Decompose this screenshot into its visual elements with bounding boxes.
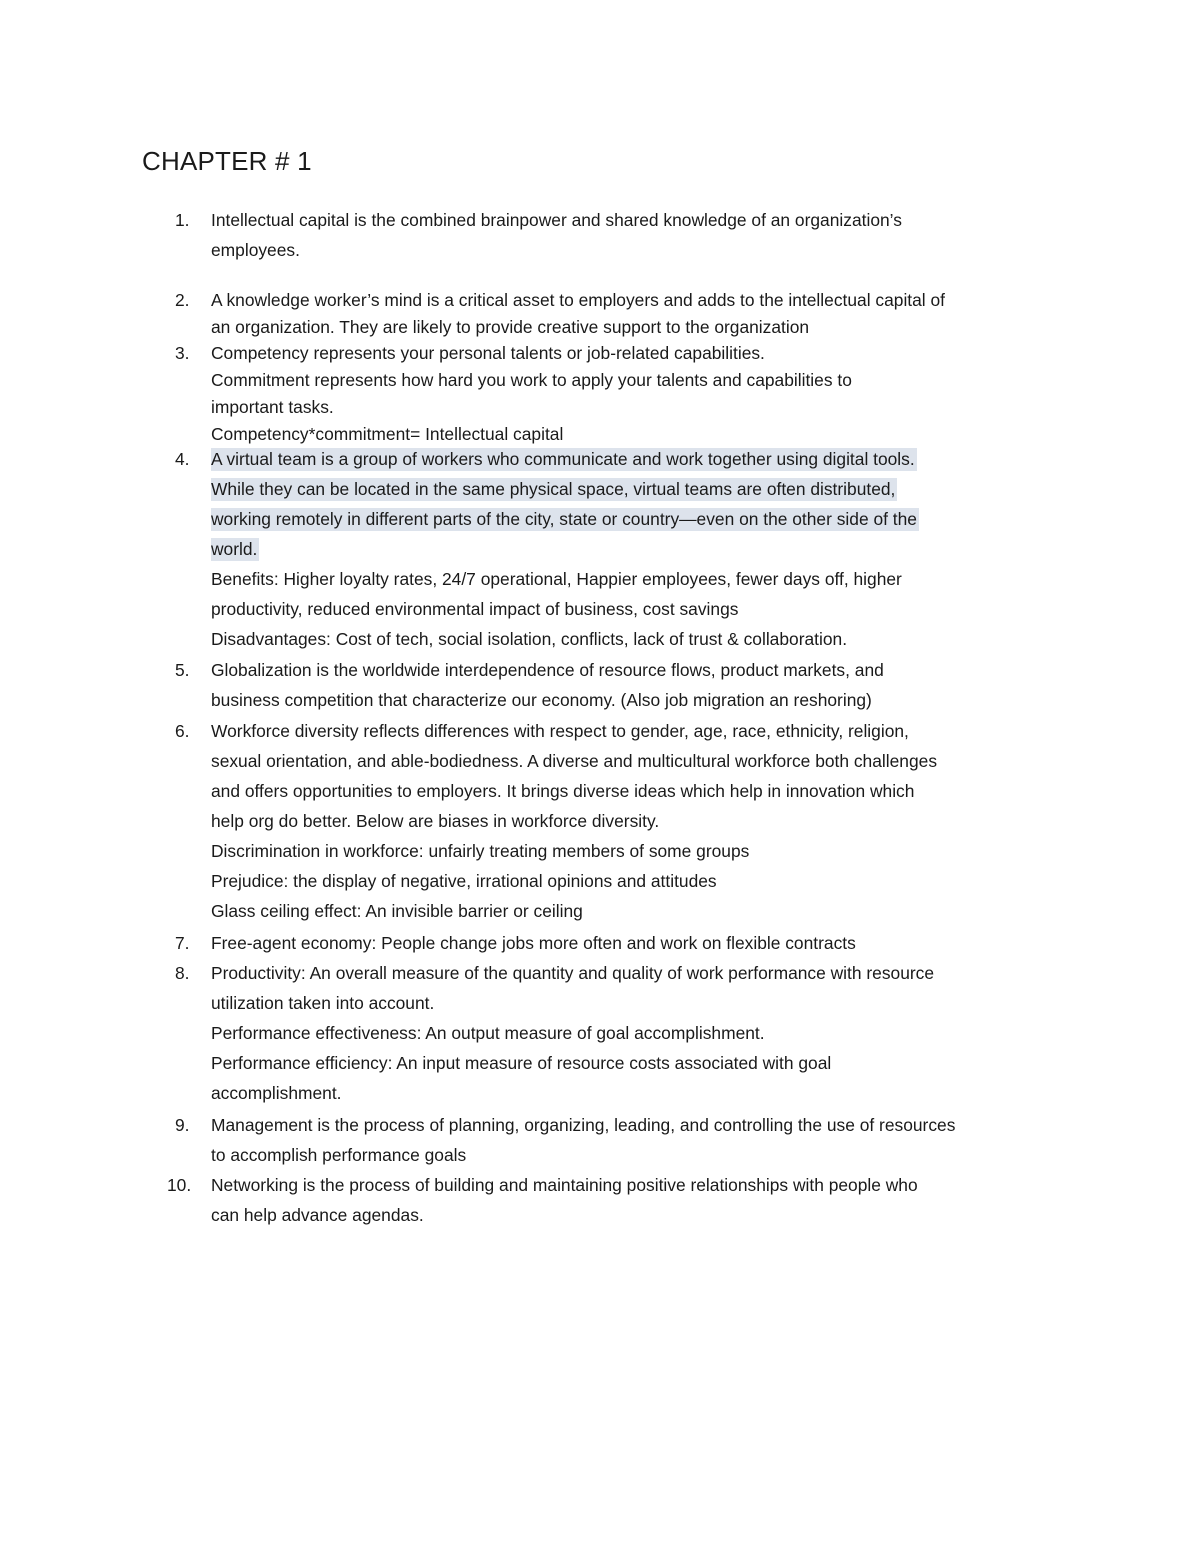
item-line: A knowledge worker’s mind is a critical asset to employers and adds to the intellectual capital of — [211, 290, 946, 310]
item-number: 5. — [175, 660, 190, 680]
item-line: Commitment represents how hard you work to apply your talents and capabilities to — [211, 370, 852, 390]
item-line: productivity, reduced environmental impact of business, cost savings — [211, 599, 739, 619]
item-line: Performance efficiency: An input measure of resource costs associated with goal — [211, 1053, 832, 1073]
item-text — [211, 444, 1071, 654]
item-line: business competition that characterize our economy. (Also job migration an reshoring) — [211, 690, 872, 710]
item-line: Disadvantages: Cost of tech, social isolation, conflicts, lack of trust & collaboration. — [211, 629, 848, 649]
item-line: Workforce diversity reflects differences with respect to gender, age, race, ethnicity, religion, — [211, 721, 909, 741]
chapter-title: CHAPTER # 1 — [142, 146, 312, 176]
item-number: 10. — [167, 1175, 192, 1195]
item-line: Competency represents your personal talents or job-related capabilities. — [211, 343, 765, 363]
item-text — [211, 1170, 1071, 1230]
highlight: A virtual team is a group of workers who communicate and work together using digital tools. — [211, 449, 915, 469]
highlighted-line — [211, 504, 1071, 534]
highlight: While they can be located in the same physical space, virtual teams are often distributed, — [211, 479, 896, 499]
item-number: 2. — [175, 290, 190, 310]
item-text — [211, 958, 1071, 1108]
item-line: Management is the process of planning, organizing, leading, and controlling the use of resources — [211, 1115, 956, 1135]
item-line: sexual orientation, and able-bodiedness. A diverse and multicultural workforce both challenges — [211, 751, 938, 771]
item-text — [211, 655, 1071, 715]
item-line: Globalization is the worldwide interdependence of resource flows, product markets, and — [211, 660, 884, 680]
item-line: important tasks. — [211, 397, 334, 417]
item-line: an organization. They are likely to provide creative support to the organization — [211, 317, 810, 337]
item-text — [211, 338, 1071, 446]
item-line: Intellectual capital is the combined brainpower and shared knowledge of an organization’s — [211, 210, 902, 230]
item-line: Free-agent economy: People change jobs more often and work on flexible contracts — [211, 933, 856, 953]
item-line: Prejudice: the display of negative, irrational opinions and attitudes — [211, 871, 717, 891]
highlighted-line — [211, 534, 1071, 564]
item-line: Discrimination in workforce: unfairly treating members of some groups — [211, 841, 750, 861]
item-number: 7. — [175, 933, 190, 953]
item-line: to accomplish performance goals — [211, 1145, 467, 1165]
item-line: Benefits: Higher loyalty rates, 24/7 operational, Happier employees, fewer days off, higher — [211, 569, 902, 589]
highlighted-line — [211, 444, 1071, 474]
item-line: Glass ceiling effect: An invisible barrier or ceiling — [211, 901, 583, 921]
item-line: Performance effectiveness: An output measure of goal accomplishment. — [211, 1023, 765, 1043]
item-line: employees. — [211, 240, 300, 260]
item-line: can help advance agendas. — [211, 1205, 424, 1225]
item-line: utilization taken into account. — [211, 993, 435, 1013]
item-line: help org do better. Below are biases in workforce diversity. — [211, 811, 660, 831]
item-line: and offers opportunities to employers. It brings diverse ideas which help in innovation which — [211, 781, 915, 801]
item-text — [211, 285, 1071, 339]
item-line: Networking is the process of building and maintaining positive relationships with people who — [211, 1175, 918, 1195]
highlight: world. — [211, 539, 258, 559]
item-text — [211, 1110, 1071, 1170]
item-number: 1. — [175, 210, 190, 230]
item-line: accomplishment. — [211, 1083, 342, 1103]
item-text — [211, 716, 1071, 926]
item-text — [211, 928, 1071, 958]
item-text — [211, 205, 1071, 265]
item-line: Competency*commitment= Intellectual capital — [211, 424, 564, 444]
item-number: 4. — [175, 449, 190, 469]
item-line: Productivity: An overall measure of the quantity and quality of work performance with resource — [211, 963, 935, 983]
item-number: 6. — [175, 721, 190, 741]
highlighted-line — [211, 474, 1071, 504]
item-number: 9. — [175, 1115, 190, 1135]
item-number: 8. — [175, 963, 190, 983]
item-number: 3. — [175, 343, 190, 363]
highlight: working remotely in different parts of the city, state or country—even on the other side of the — [211, 509, 917, 529]
